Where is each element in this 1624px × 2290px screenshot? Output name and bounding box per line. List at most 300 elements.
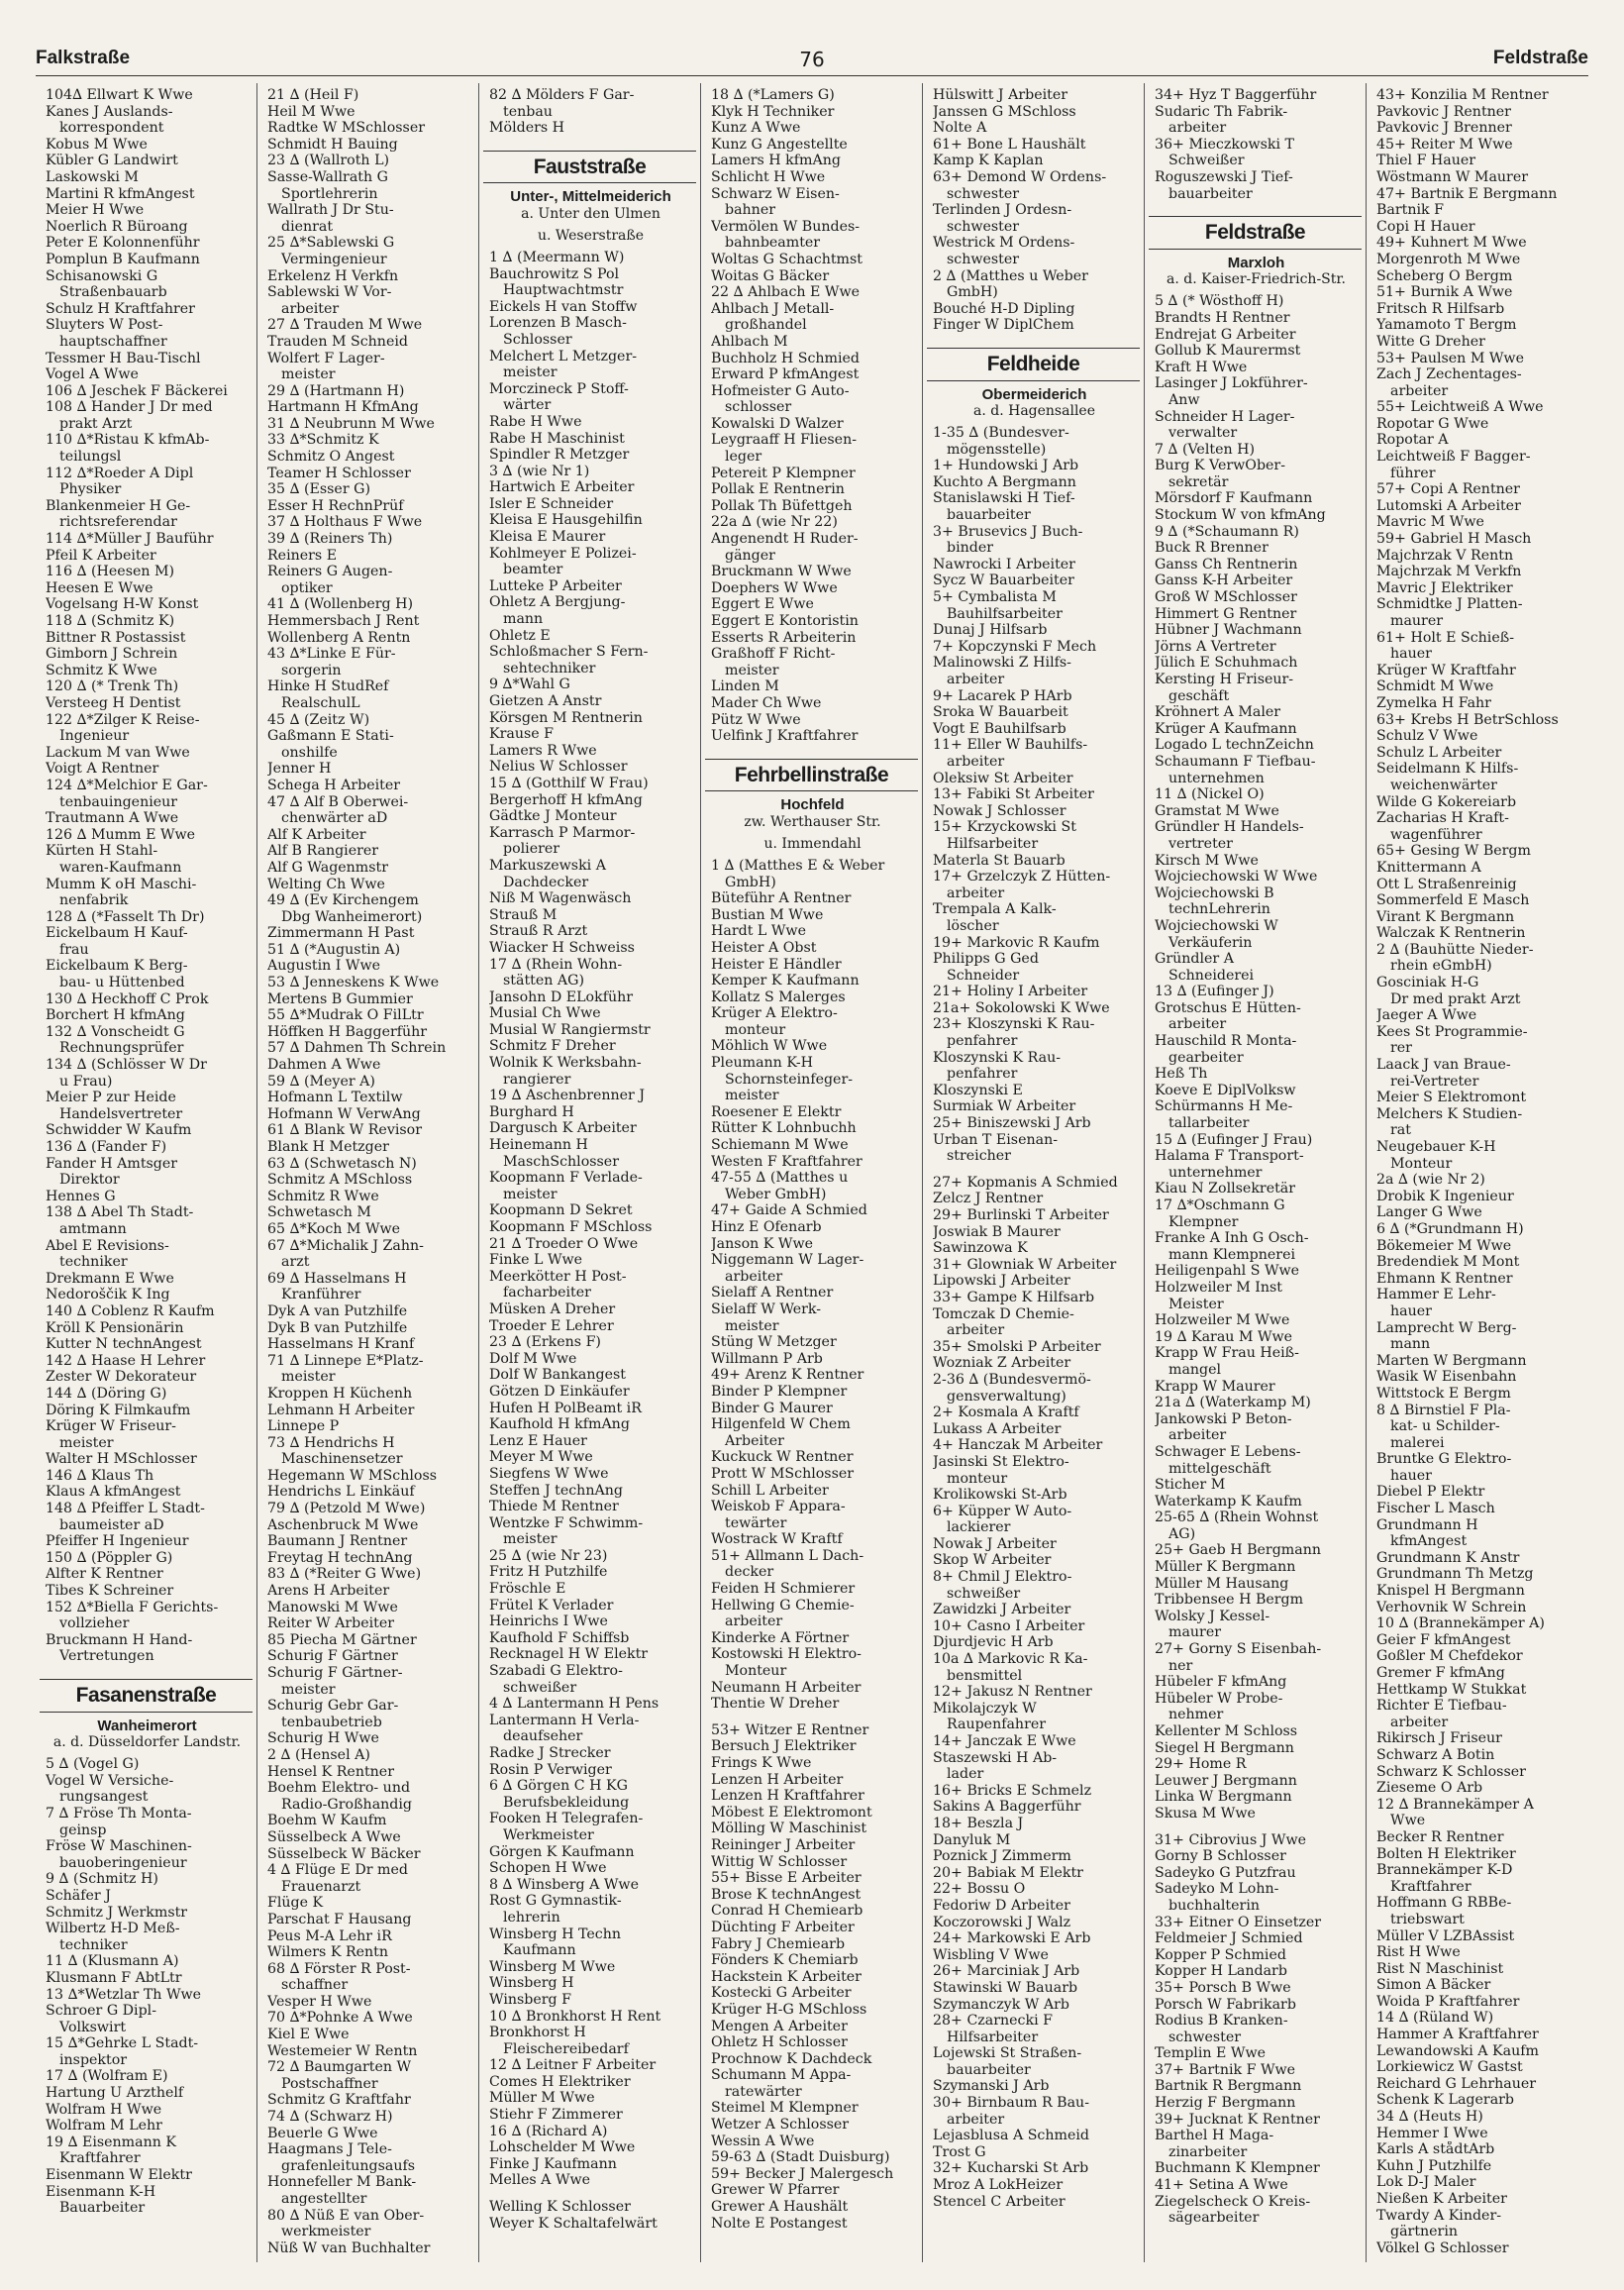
resident-entry: Porsch W Fabrikarb <box>1155 1996 1296 2013</box>
entry-continuation: inspektor <box>59 2051 128 2068</box>
resident-entry: Wallrath J Dr Stu- <box>267 202 394 219</box>
resident-entry: Bittner R Postassist <box>46 629 186 646</box>
resident-entry: 55+ Bisse E Arbeiter <box>711 1870 862 1887</box>
resident-entry: Fander H Amtsger <box>46 1155 178 1172</box>
resident-entry: Schneider H Lager- <box>1155 408 1295 425</box>
resident-entry: Leichtweiß F Bagger- <box>1376 449 1531 466</box>
resident-entry: Lutteke P Arbeiter <box>489 577 622 594</box>
entry-continuation: optiker <box>281 579 333 596</box>
entry-continuation: schlosser <box>725 399 792 416</box>
resident-entry: 43+ Konzilia M Rentner <box>1376 87 1549 103</box>
entry-continuation: Straßenbauarb <box>59 284 167 301</box>
resident-entry: 73 ∆ Hendrichs H <box>267 1434 395 1451</box>
entry-continuation: schwester <box>947 251 1020 267</box>
resident-entry: 142 ∆ Haase H Lehrer <box>46 1352 206 1369</box>
resident-entry: 21+ Holiny I Arbeiter <box>933 984 1088 1000</box>
resident-entry: 116 ∆ (Heesen M) <box>46 564 175 580</box>
entry-continuation: arbeiter <box>1390 382 1449 399</box>
entry-continuation: schwester <box>947 185 1020 202</box>
resident-entry: Kopper P Schmied <box>1155 1946 1286 1963</box>
resident-entry: Lenz E Hauer <box>489 1432 587 1449</box>
resident-entry: Bredendiek M Mont <box>1376 1254 1520 1271</box>
resident-entry: 27 ∆ Trauden M Wwe <box>267 317 423 334</box>
resident-entry: 25-65 ∆ (Rhein Wohnst <box>1155 1509 1319 1526</box>
resident-entry: Krapp W Maurer <box>1155 1378 1275 1395</box>
resident-entry: Siegfens W Wwe <box>489 1465 609 1482</box>
entry-continuation: Sportlehrerin <box>281 185 378 202</box>
entry-continuation: Schweißer <box>1168 153 1245 169</box>
resident-entry: Jenner H <box>267 761 332 778</box>
resident-entry: Ohletz A Bergjung- <box>489 594 626 611</box>
resident-entry: Grewer W Pfarrer <box>711 2182 840 2199</box>
resident-entry: Finke J Kaufmann <box>489 2155 617 2172</box>
resident-entry: Hellwing G Chemie- <box>711 1597 855 1613</box>
resident-entry: 7 ∆ (Velten H) <box>1155 441 1256 458</box>
entry-continuation: arbeiter <box>1168 1016 1227 1033</box>
resident-entry: Kersting H Friseur- <box>1155 672 1294 687</box>
resident-entry: Sadeyko M Lohn- <box>1155 1881 1279 1898</box>
resident-entry: 63 ∆ (Schwetasch N) <box>267 1155 417 1172</box>
resident-entry: Knispel H Bergmann <box>1376 1583 1525 1600</box>
entry-continuation: tewärter <box>725 1514 787 1531</box>
resident-entry: 22 ∆ Ahlbach E Wwe <box>711 284 861 301</box>
entry-continuation: bauarbeiter <box>947 2061 1031 2078</box>
resident-entry: Erward P kfmAngest <box>711 366 860 383</box>
resident-entry: Schwager E Lebens- <box>1155 1443 1301 1460</box>
entry-continuation: mann <box>1390 1336 1431 1353</box>
resident-entry: Pütz W Wwe <box>711 711 801 728</box>
resident-entry: Radtke W MSchlosser <box>267 120 425 137</box>
resident-entry: 9 ∆ (Schmitz H) <box>46 1871 158 1888</box>
resident-entry: Freytag H technAng <box>267 1549 413 1566</box>
resident-entry: Gründler H Handels- <box>1155 819 1304 836</box>
resident-entry: Gollub K Maurermst <box>1155 343 1301 360</box>
resident-entry: Krüger H-G MSchloss <box>711 2001 867 2018</box>
entry-continuation: Schneiderei <box>1168 967 1255 984</box>
resident-entry: Franke A Inh G Osch- <box>1155 1230 1309 1247</box>
resident-entry: Twardy A Kinder- <box>1376 2207 1502 2224</box>
resident-entry: Kunz G Angestellte <box>711 136 848 153</box>
resident-entry: 74 ∆ (Schwarz H) <box>267 2109 393 2126</box>
resident-entry: 128 ∆ (*Fasselt Th Dr) <box>46 908 205 925</box>
resident-entry: Hasselmans H Kranf <box>267 1336 415 1353</box>
resident-entry: Sablewski W Vor- <box>267 284 392 301</box>
resident-entry: Möhlich W Wwe <box>711 1038 828 1055</box>
entry-continuation: rangierer <box>503 1071 571 1088</box>
resident-entry: Zymelka H Fahr <box>1376 694 1491 711</box>
resident-entry: 59+ Gabriel H Masch <box>1376 531 1532 548</box>
column-5 <box>923 83 1145 2262</box>
resident-entry: 17 ∆ (Wolfram E) <box>46 2068 168 2085</box>
resident-entry: Goßler M Chefdekor <box>1376 1648 1523 1665</box>
resident-entry: Sluyters W Post- <box>46 317 163 334</box>
resident-entry: 27+ Kopmanis A Schmied <box>933 1174 1118 1191</box>
entry-continuation: RealschulL <box>281 694 360 711</box>
resident-entry: Sadeyko G Putzfrau <box>1155 1864 1296 1881</box>
entry-continuation: angestellter <box>281 2191 367 2207</box>
entry-continuation: streicher <box>947 1148 1011 1165</box>
entry-continuation: ratewärter <box>725 2083 802 2100</box>
resident-entry: Esserts R Arbeiterin <box>711 629 857 646</box>
resident-entry: 57+ Copi A Rentner <box>1376 481 1520 498</box>
entry-continuation: sekretär <box>1168 473 1229 490</box>
resident-entry: Sielaff W Werk- <box>711 1301 822 1317</box>
resident-entry: 21 ∆ (Heil F) <box>267 87 359 103</box>
resident-entry: Alf G Wagenmstr <box>267 859 389 876</box>
resident-entry: Trauden M Schneid <box>267 333 408 350</box>
resident-entry: 35 ∆ (Esser G) <box>267 481 370 498</box>
resident-entry: Eickels H van Stoffw <box>489 298 638 315</box>
resident-entry: Walczak K Rentnerin <box>1376 925 1526 942</box>
resident-entry: Skusa M Wwe <box>1155 1805 1256 1822</box>
resident-entry: 71 ∆ Linnepe E*Platz- <box>267 1352 424 1369</box>
resident-entry: Ohletz H Schlosser <box>711 2034 848 2051</box>
resident-entry: Gaßmann E Stati- <box>267 728 394 745</box>
entry-continuation: onshilfe <box>281 744 338 761</box>
entry-continuation: grafenleitungsaufs <box>281 2157 416 2174</box>
resident-entry: Koeve E DiplVolksw <box>1155 1082 1296 1098</box>
resident-entry: 2 ∆ (Bauhütte Nieder- <box>1376 941 1534 958</box>
resident-entry: 34+ Hyz T Baggerführ <box>1155 87 1317 103</box>
resident-entry: Grundmann Th Metzg <box>1376 1566 1534 1583</box>
entry-continuation: Schneider <box>947 967 1020 984</box>
resident-entry: Dahmen A Wwe <box>267 1057 381 1074</box>
resident-entry: Stockum W von kfmAng <box>1155 507 1326 524</box>
resident-entry: 55 ∆*Mudrak O FilLtr <box>267 1007 424 1024</box>
resident-entry: Thiede M Rentner <box>489 1499 619 1515</box>
resident-entry: Schäfer J <box>46 1887 111 1904</box>
resident-entry: Trempala A Kalk- <box>933 901 1057 918</box>
resident-entry: 68 ∆ Förster R Post- <box>267 1960 411 1977</box>
entry-continuation: ner <box>1168 1657 1193 1674</box>
resident-entry: Kinderke A Förtner <box>711 1629 850 1646</box>
resident-entry: Teamer H Schlosser <box>267 465 411 481</box>
resident-entry: Gosciniak H-G <box>1376 975 1479 991</box>
resident-entry: 22a ∆ (wie Nr 22) <box>711 514 838 531</box>
running-header-right: Feldstraße <box>1492 48 1588 68</box>
resident-entry: Markuszewski A <box>489 857 606 874</box>
resident-entry: Kröll K Pensionärin <box>46 1319 184 1336</box>
entry-continuation: weichenwärter <box>1390 777 1497 793</box>
resident-entry: Drekmann E Wwe <box>46 1270 174 1287</box>
resident-entry: Schmitz G Kraftfahr <box>267 2092 411 2109</box>
entry-continuation: tallarbeiter <box>1168 1115 1250 1132</box>
resident-entry: Rabe H Wwe <box>489 413 582 430</box>
resident-entry: Hackstein K Arbeiter <box>711 1968 862 1985</box>
resident-entry: Mavric M Wwe <box>1376 514 1484 531</box>
resident-entry: Rist H Wwe <box>1376 1944 1461 1961</box>
resident-entry: Fedoriw D Arbeiter <box>933 1897 1070 1914</box>
entry-continuation: Dbg Wanheimerort) <box>281 908 423 925</box>
entry-continuation: Weber GmbH) <box>725 1186 827 1202</box>
resident-entry: Schopen H Wwe <box>489 1860 607 1877</box>
resident-entry: Kamp K Kaplan <box>933 153 1044 169</box>
entry-continuation: Raupenfahrer <box>947 1717 1047 1733</box>
resident-entry: Schulz H Kraftfahrer <box>46 300 195 317</box>
resident-entry: Siegel H Bergmann <box>1155 1739 1294 1756</box>
resident-entry: 7 ∆ Fröse Th Monta- <box>46 1805 192 1822</box>
entry-continuation: lader <box>947 1766 984 1783</box>
resident-entry: Fooken H Telegrafen- <box>489 1811 644 1827</box>
entry-continuation: binder <box>947 540 994 557</box>
resident-entry: Janssen G MSchloss <box>933 103 1076 120</box>
resident-entry: Wollenberg A Rentn <box>267 629 411 646</box>
resident-entry: Tomczak D Chemie- <box>933 1305 1074 1322</box>
resident-entry: Wostrack W Kraftf <box>711 1531 843 1548</box>
entry-continuation: großhandel <box>725 317 807 334</box>
resident-entry: Thiel F Hauer <box>1376 153 1476 169</box>
directory-columns <box>36 83 1588 2262</box>
resident-entry: Reiners G Augen- <box>267 564 393 580</box>
resident-entry: 49+ Arenz K Rentner <box>711 1367 864 1384</box>
resident-entry: Wolfert F Lager- <box>267 350 385 366</box>
resident-entry: Krüger W Friseur- <box>46 1418 176 1435</box>
entry-continuation: Fleischereibedarf <box>503 2040 629 2057</box>
resident-entry: Vogel W Versiche- <box>46 1772 174 1789</box>
resident-entry: 39 ∆ (Reiners Th) <box>267 531 393 548</box>
resident-entry: Bruckmann W Wwe <box>711 564 852 580</box>
resident-entry: Schurig F Gärtner <box>267 1648 398 1665</box>
resident-entry: Feiden H Schmierer <box>711 1581 856 1598</box>
entry-continuation: GmbH) <box>947 284 998 301</box>
resident-entry: Szymanczyk W Arb <box>933 1996 1070 2013</box>
resident-entry: Versteeg H Dentist <box>46 694 181 711</box>
entry-continuation: sägearbeiter <box>1168 2210 1260 2227</box>
resident-entry: Feldmeier J Schmied <box>1155 1930 1303 1947</box>
resident-entry: Pollak Th Büfettgeh <box>711 497 853 514</box>
entry-continuation: gensverwaltung) <box>947 1388 1066 1405</box>
resident-entry: Mörsdorf F Kaufmann <box>1155 490 1313 507</box>
resident-entry: Copi H Hauer <box>1376 218 1475 235</box>
resident-entry: Lipowski J Arbeiter <box>933 1273 1070 1290</box>
resident-entry: Mroz A LokHeizer <box>933 2177 1064 2194</box>
column-2 <box>257 83 479 2262</box>
resident-entry: Spindler R Metzger <box>489 447 630 464</box>
resident-entry: 120 ∆ (* Trenk Th) <box>46 678 179 695</box>
resident-entry: Klaus A kfmAngest <box>46 1484 181 1501</box>
resident-entry: 3 ∆ (wie Nr 1) <box>489 463 590 479</box>
entry-continuation: bau- u Hüttenbed <box>59 975 185 991</box>
resident-entry: Hilgenfeld W Chem <box>711 1416 851 1433</box>
resident-entry: Esser H RechnPrüf <box>267 497 404 514</box>
resident-entry: Yamamoto T Bergm <box>1376 317 1517 334</box>
resident-entry: Hübeler F kfmAng <box>1155 1674 1287 1691</box>
entry-continuation: Radio-Großhandig <box>281 1796 412 1813</box>
resident-entry: Witte G Dreher <box>1376 333 1485 350</box>
resident-entry: Woida P Kraftfahrer <box>1376 1993 1520 2010</box>
resident-entry: Petereit P Klempner <box>711 465 856 481</box>
resident-entry: Hendrichs L Einkäuf <box>267 1484 415 1501</box>
entry-continuation: techniker <box>59 1936 128 1953</box>
resident-entry: Büteführ A Rentner <box>711 890 852 907</box>
resident-entry: Lukass A Arbeiter <box>933 1420 1062 1437</box>
resident-entry: Wetzer A Schlosser <box>711 2117 850 2134</box>
resident-entry: Zacharias H Kraft- <box>1376 810 1509 827</box>
resident-entry: 122 ∆*Zilger K Reise- <box>46 711 200 728</box>
entry-continuation: rungsangest <box>59 1789 149 1806</box>
resident-entry: Reiners E <box>267 547 338 564</box>
resident-entry: Kostowski H Elektro- <box>711 1646 862 1663</box>
resident-entry: 59+ Becker J Malergesch <box>711 2165 894 2182</box>
street-location-note: a. d. Hagensallee <box>973 403 1095 420</box>
entry-continuation: verwalter <box>1168 425 1238 442</box>
resident-entry: Lamers H kfmAng <box>711 153 841 169</box>
resident-entry: Richter E Tiefbau- <box>1376 1698 1507 1715</box>
resident-entry: Graßhoff F Richt- <box>711 646 836 663</box>
resident-entry: Finke L Wwe <box>489 1252 583 1269</box>
resident-entry: Szymanski J Arb <box>933 2078 1050 2095</box>
resident-entry: Heister A Obst <box>711 939 817 956</box>
street-heading: Feldheide <box>927 348 1140 381</box>
resident-entry: Linnepe P <box>267 1418 340 1435</box>
resident-entry: Melchert L Metzger- <box>489 348 638 364</box>
resident-entry: Aschenbruck M Wwe <box>267 1516 419 1533</box>
resident-entry: Nüß W van Buchhalter <box>267 2239 431 2256</box>
entry-continuation: führer <box>1390 465 1436 481</box>
resident-entry: Kiel E Wwe <box>267 2027 350 2043</box>
resident-entry: 3+ Brusevics J Buch- <box>933 523 1083 540</box>
resident-entry: Wasik W Eisenbahn <box>1376 1369 1517 1386</box>
resident-entry: 2a ∆ (wie Nr 2) <box>1376 1172 1485 1189</box>
resident-entry: Möbest E Elektromont <box>711 1804 872 1821</box>
entry-continuation: hauer <box>1390 1302 1432 1319</box>
resident-entry: Laskowski M <box>46 168 139 185</box>
resident-entry: Sycz W Bauarbeiter <box>933 572 1074 589</box>
resident-entry: Wolnik K Werksbahn- <box>489 1055 642 1072</box>
resident-entry: Stanislawski H Tief- <box>933 490 1075 507</box>
resident-entry: 15 ∆ (Eufinger J Frau) <box>1155 1131 1313 1148</box>
resident-entry: Augustin I Wwe <box>267 958 381 975</box>
resident-entry: Hardt L Wwe <box>711 923 806 940</box>
resident-entry: Neugebauer K-H <box>1376 1139 1496 1155</box>
resident-entry: Wittig W Schlosser <box>711 1853 848 1870</box>
resident-entry: Brannekämper K-D <box>1376 1862 1513 1879</box>
resident-entry: 33+ Gampe K Hilfsarb <box>933 1289 1095 1305</box>
resident-entry: Alf K Arbeiter <box>267 826 366 843</box>
resident-entry: 80 ∆ Nüß E van Ober- <box>267 2207 425 2224</box>
resident-entry: Zester W Dekorateur <box>46 1369 197 1386</box>
entry-continuation: Schornsteinfeger- <box>725 1071 854 1088</box>
resident-entry: 28+ Czarnecki F <box>933 2013 1053 2030</box>
resident-entry: Hegemann W MSchloss <box>267 1467 438 1484</box>
resident-entry: Boehm W Kaufm <box>267 1813 387 1829</box>
resident-entry: 11 ∆ (Klusmann A) <box>46 1953 179 1970</box>
entry-continuation: facharbeiter <box>503 1285 591 1301</box>
resident-entry: Ott L Straßenreinig <box>1376 876 1517 892</box>
entry-continuation: rhein eGmbH) <box>1390 958 1492 975</box>
resident-entry: Nießen K Arbeiter <box>1376 2191 1507 2207</box>
resident-entry: 9+ Lacarek P HArb <box>933 687 1072 704</box>
resident-entry: Fischer L Masch <box>1376 1501 1495 1517</box>
resident-entry: Fröschle E <box>489 1581 566 1598</box>
resident-entry: Gorny B Schlosser <box>1155 1848 1286 1865</box>
resident-entry: Danyluk M <box>933 1831 1011 1848</box>
entry-continuation: frau <box>59 941 89 958</box>
resident-entry: 53+ Paulsen M Wwe <box>1376 350 1524 366</box>
resident-entry: Eisenmann K-H <box>46 2183 156 2200</box>
resident-entry: 19+ Markovic R Kaufm <box>933 934 1100 951</box>
resident-entry: Müller V LZBAssist <box>1376 1927 1515 1944</box>
entry-continuation: Berufsbekleidung <box>503 1794 630 1811</box>
resident-entry: Schwarz A Botin <box>1376 1746 1495 1763</box>
resident-entry: Blank H Metzger <box>267 1139 389 1155</box>
resident-entry: Heister E Händler <box>711 956 842 973</box>
resident-entry: 10 ∆ (Brannekämper A) <box>1376 1615 1545 1632</box>
resident-entry: 59 ∆ (Meyer A) <box>267 1073 375 1090</box>
entry-continuation: richtsreferendar <box>59 514 177 531</box>
resident-entry: 17+ Grzelczyk Z Hütten- <box>933 869 1111 885</box>
resident-entry: Vogt E Bauhilfsarb <box>933 720 1066 737</box>
resident-entry: Schmitz A MSchloss <box>267 1172 413 1189</box>
resident-entry: 11+ Eller W Bauhilfs- <box>933 737 1088 754</box>
resident-entry: Schmitz J Werkmstr <box>46 1904 188 1921</box>
resident-entry: Hauschild R Monta- <box>1155 1033 1297 1050</box>
resident-entry: 13+ Fabiki St Arbeiter <box>933 786 1094 803</box>
entry-continuation: meister <box>725 1317 779 1334</box>
entry-continuation: wagenführer <box>1390 826 1482 843</box>
resident-entry: Pavkovic J Brenner <box>1376 120 1512 137</box>
resident-entry: Mengen A Arbeiter <box>711 2018 848 2034</box>
resident-entry: Waterkamp K Kaufm <box>1155 1493 1302 1509</box>
resident-entry: Himmert G Rentner <box>1155 605 1297 622</box>
entry-continuation: bahnbeamter <box>725 235 821 252</box>
resident-entry: Hammer E Lehr- <box>1376 1287 1496 1303</box>
column-6 <box>1145 83 1367 2262</box>
resident-entry: 2-36 ∆ (Bundesvermö- <box>933 1371 1091 1388</box>
resident-entry: Wilbertz H-D Meß- <box>46 1921 180 1937</box>
resident-entry: Fritsch R Hilfsarb <box>1376 300 1505 317</box>
entry-continuation: GmbH) <box>725 874 776 890</box>
resident-entry: Winsberg M Wwe <box>489 1958 616 1975</box>
resident-entry: Schisanowski G <box>46 267 158 284</box>
resident-entry: Wozniak Z Arbeiter <box>933 1355 1071 1372</box>
entry-continuation: wärter <box>503 397 552 414</box>
resident-entry: Wilmers K Rentn <box>267 1944 388 1961</box>
resident-entry: 29 ∆ (Hartmann H) <box>267 382 405 399</box>
resident-entry: 33+ Eitner O Einsetzer <box>1155 1914 1322 1930</box>
resident-entry: Sawinzowa K <box>933 1240 1028 1257</box>
resident-entry: Winsberg F <box>489 1991 571 2008</box>
entry-continuation: vertreter <box>1168 835 1233 852</box>
resident-entry: Leuwer J Bergmann <box>1155 1772 1297 1789</box>
resident-entry: Lackum M van Wwe <box>46 744 190 761</box>
resident-entry: Hartung U Arzthelf <box>46 2085 184 2102</box>
resident-entry: Dunaj J Hilfsarb <box>933 622 1048 639</box>
resident-entry: Schwarz W Eisen- <box>711 185 840 202</box>
resident-entry: Schurig H Wwe <box>267 1730 379 1747</box>
resident-entry: 47 ∆ Alf B Oberwei- <box>267 793 409 810</box>
resident-entry: Lorkiewicz W Gastst <box>1376 2059 1523 2076</box>
entry-continuation: waren-Kaufmann <box>59 859 182 876</box>
entry-continuation: hauptschaffner <box>59 333 167 350</box>
resident-entry: Jülich E Schuhmach <box>1155 655 1298 672</box>
resident-entry: Buchholz H Schmied <box>711 350 861 366</box>
resident-entry: Uelfink J Kraftfahrer <box>711 728 859 745</box>
resident-entry: Kröhnert A Maler <box>1155 704 1281 721</box>
resident-entry: Neumann H Arbeiter <box>711 1679 862 1696</box>
entry-continuation: Bauarbeiter <box>59 2200 146 2217</box>
resident-entry: Gimborn J Schrein <box>46 646 178 663</box>
entry-continuation: decker <box>725 1564 774 1581</box>
resident-entry: 61+ Bone L Haushält <box>933 136 1086 153</box>
resident-entry: Lenzen H Kraftfahrer <box>711 1788 864 1805</box>
entry-continuation: bensmittel <box>947 1667 1023 1684</box>
resident-entry: Erkelenz H Verkfn <box>267 267 399 284</box>
resident-entry: Halama F Transport- <box>1155 1148 1304 1165</box>
resident-entry: Düchting F Arbeiter <box>711 1919 855 1935</box>
resident-entry: Beuerle G Wwe <box>267 2125 378 2141</box>
resident-entry: Barthel H Maga- <box>1155 2128 1274 2144</box>
